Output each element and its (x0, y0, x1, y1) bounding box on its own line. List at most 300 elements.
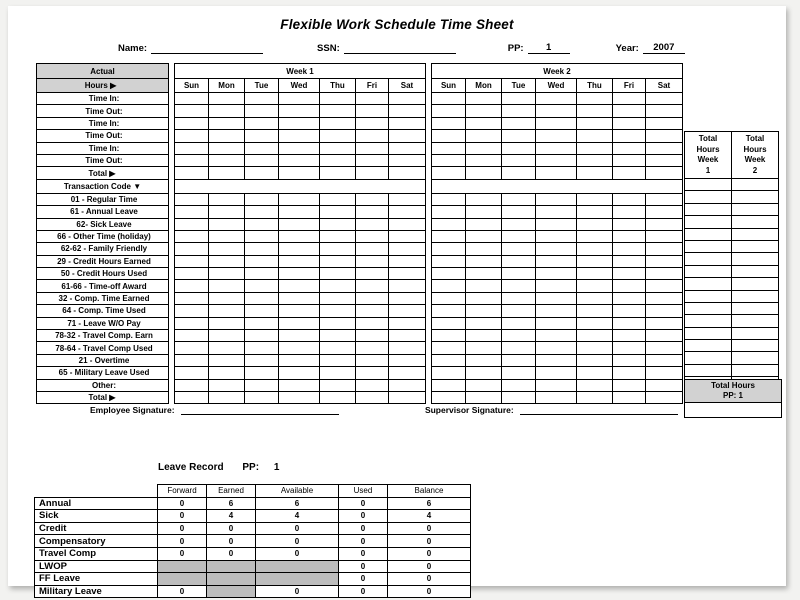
cell-week2-timerow1-fri[interactable] (613, 105, 646, 117)
cell-week2-transaction-total-wed[interactable] (536, 391, 577, 403)
cell-week2-txn5-wed[interactable] (536, 255, 577, 267)
total-hours-week2-value-6[interactable] (732, 253, 779, 265)
total-hours-week2-value-1[interactable] (732, 191, 779, 203)
cell-week2-timerow0-tue[interactable] (502, 93, 536, 105)
cell-week1-txn1-mon[interactable] (209, 206, 245, 218)
total-hours-week2-value-12[interactable] (732, 327, 779, 339)
cell-week1-txn5-fri[interactable] (356, 255, 389, 267)
cell-week2-txn6-thu[interactable] (577, 268, 613, 280)
cell-week1-txn3-mon[interactable] (209, 230, 245, 242)
cell-week1-txn9-fri[interactable] (356, 305, 389, 317)
leave-cell-0-used[interactable]: 0 (339, 497, 388, 510)
cell-week2-txn8-sat[interactable] (646, 292, 683, 304)
cell-week1-txn1-tue[interactable] (245, 206, 279, 218)
cell-week2-timerow0-mon[interactable] (466, 93, 502, 105)
cell-week1-txn9-wed[interactable] (279, 305, 320, 317)
cell-week2-txn10-mon[interactable] (466, 317, 502, 329)
cell-week2-txn2-tue[interactable] (502, 218, 536, 230)
cell-week2-txn7-sat[interactable] (646, 280, 683, 292)
cell-week1-txn15-sun[interactable] (175, 379, 209, 391)
leave-cell-1-used[interactable]: 0 (339, 510, 388, 523)
cell-week2-timerow2-wed[interactable] (536, 117, 577, 129)
cell-week2-txn14-fri[interactable] (613, 367, 646, 379)
cell-week2-txn15-sun[interactable] (432, 379, 466, 391)
name-field[interactable] (118, 42, 263, 54)
cell-week2-txn6-sat[interactable] (646, 268, 683, 280)
cell-week2-timerow5-tue[interactable] (502, 154, 536, 166)
cell-week1-timerow4-wed[interactable] (279, 142, 320, 154)
cell-week2-timerow4-fri[interactable] (613, 142, 646, 154)
cell-week2-txn2-sat[interactable] (646, 218, 683, 230)
cell-week2-txn11-wed[interactable] (536, 330, 577, 342)
cell-week2-txn15-mon[interactable] (466, 379, 502, 391)
cell-week1-txn0-mon[interactable] (209, 193, 245, 205)
cell-week1-timerow3-sat[interactable] (389, 130, 426, 142)
total-hours-week1-value-8[interactable] (685, 278, 732, 290)
total-hours-week2-value-15[interactable] (732, 364, 779, 376)
ssn-field[interactable] (317, 42, 456, 54)
cell-week2-txn4-thu[interactable] (577, 243, 613, 255)
cell-week2-txn9-tue[interactable] (502, 305, 536, 317)
cell-week1-txn8-sun[interactable] (175, 292, 209, 304)
cell-week1-txn13-tue[interactable] (245, 354, 279, 366)
leave-cell-1-available[interactable]: 4 (256, 510, 339, 523)
cell-week1-txn9-mon[interactable] (209, 305, 245, 317)
cell-week1-timerow4-sat[interactable] (389, 142, 426, 154)
cell-week1-txn15-thu[interactable] (320, 379, 356, 391)
cell-week1-txn3-sat[interactable] (389, 230, 426, 242)
cell-week1-timerow1-wed[interactable] (279, 105, 320, 117)
total-hours-week2-value-14[interactable] (732, 352, 779, 364)
cell-week1-timerow2-mon[interactable] (209, 117, 245, 129)
leave-cell-5-used[interactable]: 0 (339, 560, 388, 573)
cell-week1-txn4-thu[interactable] (320, 243, 356, 255)
cell-week1-transaction-total-tue[interactable] (245, 391, 279, 403)
cell-week2-hours-total-fri[interactable] (613, 167, 646, 179)
cell-week1-transaction-total-thu[interactable] (320, 391, 356, 403)
cell-week2-txn12-wed[interactable] (536, 342, 577, 354)
cell-week1-txn11-sun[interactable] (175, 330, 209, 342)
cell-week1-timerow5-wed[interactable] (279, 154, 320, 166)
cell-week1-timerow3-thu[interactable] (320, 130, 356, 142)
cell-week1-txn7-thu[interactable] (320, 280, 356, 292)
cell-week1-timerow0-tue[interactable] (245, 93, 279, 105)
cell-week2-timerow0-wed[interactable] (536, 93, 577, 105)
cell-week1-txn1-thu[interactable] (320, 206, 356, 218)
cell-week2-timerow5-sat[interactable] (646, 154, 683, 166)
cell-week1-txn3-sun[interactable] (175, 230, 209, 242)
cell-week1-txn4-sun[interactable] (175, 243, 209, 255)
cell-week2-txn6-sun[interactable] (432, 268, 466, 280)
cell-week2-timerow0-sun[interactable] (432, 93, 466, 105)
cell-week1-txn2-thu[interactable] (320, 218, 356, 230)
cell-week1-txn1-fri[interactable] (356, 206, 389, 218)
employee-signature-input[interactable] (181, 404, 339, 415)
cell-week1-txn12-sat[interactable] (389, 342, 426, 354)
ssn-input[interactable] (344, 42, 456, 54)
cell-week1-txn15-tue[interactable] (245, 379, 279, 391)
cell-week2-txn0-tue[interactable] (502, 193, 536, 205)
cell-week1-txn6-mon[interactable] (209, 268, 245, 280)
cell-week1-txn14-fri[interactable] (356, 367, 389, 379)
cell-week2-txn5-mon[interactable] (466, 255, 502, 267)
cell-week1-txn5-sun[interactable] (175, 255, 209, 267)
cell-week2-txn13-tue[interactable] (502, 354, 536, 366)
cell-week2-timerow3-tue[interactable] (502, 130, 536, 142)
cell-week1-txn6-wed[interactable] (279, 268, 320, 280)
cell-week2-hours-total-sun[interactable] (432, 167, 466, 179)
cell-week2-txn13-fri[interactable] (613, 354, 646, 366)
cell-week2-timerow4-sat[interactable] (646, 142, 683, 154)
cell-week2-txn11-fri[interactable] (613, 330, 646, 342)
cell-week1-txn10-mon[interactable] (209, 317, 245, 329)
cell-week2-timerow3-fri[interactable] (613, 130, 646, 142)
cell-week2-timerow0-sat[interactable] (646, 93, 683, 105)
cell-week1-txn12-sun[interactable] (175, 342, 209, 354)
cell-week1-timerow2-sat[interactable] (389, 117, 426, 129)
leave-cell-2-used[interactable]: 0 (339, 522, 388, 535)
total-hours-week2-value-9[interactable] (732, 290, 779, 302)
employee-signature-field[interactable] (90, 404, 339, 415)
cell-week1-txn3-fri[interactable] (356, 230, 389, 242)
leave-cell-4-earned[interactable]: 0 (207, 547, 256, 560)
cell-week1-transaction-total-mon[interactable] (209, 391, 245, 403)
cell-week2-timerow5-fri[interactable] (613, 154, 646, 166)
total-hours-week2-value-0[interactable] (732, 179, 779, 191)
cell-week1-timerow2-wed[interactable] (279, 117, 320, 129)
cell-week1-txn11-fri[interactable] (356, 330, 389, 342)
cell-week2-txn9-sat[interactable] (646, 305, 683, 317)
cell-week1-timerow1-tue[interactable] (245, 105, 279, 117)
cell-week2-txn6-tue[interactable] (502, 268, 536, 280)
cell-week2-txn12-sun[interactable] (432, 342, 466, 354)
cell-week2-timerow4-wed[interactable] (536, 142, 577, 154)
cell-week1-txn8-wed[interactable] (279, 292, 320, 304)
cell-week1-txn8-tue[interactable] (245, 292, 279, 304)
cell-week2-txn4-wed[interactable] (536, 243, 577, 255)
cell-week2-txn11-tue[interactable] (502, 330, 536, 342)
cell-week1-txn13-mon[interactable] (209, 354, 245, 366)
cell-week1-txn5-sat[interactable] (389, 255, 426, 267)
leave-cell-4-forward[interactable]: 0 (158, 547, 207, 560)
cell-week1-timerow3-mon[interactable] (209, 130, 245, 142)
cell-week1-txn6-thu[interactable] (320, 268, 356, 280)
cell-week1-txn8-thu[interactable] (320, 292, 356, 304)
cell-week2-timerow3-wed[interactable] (536, 130, 577, 142)
cell-week1-timerow3-wed[interactable] (279, 130, 320, 142)
cell-week2-txn4-mon[interactable] (466, 243, 502, 255)
cell-week2-timerow5-sun[interactable] (432, 154, 466, 166)
cell-week1-txn15-fri[interactable] (356, 379, 389, 391)
cell-week1-txn14-sat[interactable] (389, 367, 426, 379)
cell-week1-timerow2-tue[interactable] (245, 117, 279, 129)
cell-week1-txn9-thu[interactable] (320, 305, 356, 317)
cell-week1-timerow4-mon[interactable] (209, 142, 245, 154)
cell-week2-txn5-tue[interactable] (502, 255, 536, 267)
cell-week1-hours-total-sat[interactable] (389, 167, 426, 179)
cell-week1-txn11-sat[interactable] (389, 330, 426, 342)
cell-week1-txn3-thu[interactable] (320, 230, 356, 242)
cell-week1-timerow5-tue[interactable] (245, 154, 279, 166)
cell-week1-txn12-wed[interactable] (279, 342, 320, 354)
cell-week2-txn5-fri[interactable] (613, 255, 646, 267)
cell-week2-hours-total-wed[interactable] (536, 167, 577, 179)
total-hours-week1-value-3[interactable] (685, 216, 732, 228)
cell-week1-timerow3-fri[interactable] (356, 130, 389, 142)
cell-week2-txn12-thu[interactable] (577, 342, 613, 354)
cell-week1-txn6-sun[interactable] (175, 268, 209, 280)
cell-week1-txn14-mon[interactable] (209, 367, 245, 379)
cell-week2-timerow4-sun[interactable] (432, 142, 466, 154)
cell-week2-hours-total-thu[interactable] (577, 167, 613, 179)
total-hours-week2-value-3[interactable] (732, 216, 779, 228)
cell-week2-timerow0-fri[interactable] (613, 93, 646, 105)
cell-week1-txn15-mon[interactable] (209, 379, 245, 391)
cell-week2-txn14-sun[interactable] (432, 367, 466, 379)
cell-week1-txn13-sun[interactable] (175, 354, 209, 366)
cell-week1-txn10-fri[interactable] (356, 317, 389, 329)
cell-week2-transaction-total-thu[interactable] (577, 391, 613, 403)
cell-week1-txn4-fri[interactable] (356, 243, 389, 255)
cell-week2-txn9-fri[interactable] (613, 305, 646, 317)
cell-week2-txn8-wed[interactable] (536, 292, 577, 304)
cell-week1-hours-total-mon[interactable] (209, 167, 245, 179)
cell-week2-txn14-wed[interactable] (536, 367, 577, 379)
cell-week2-hours-total-mon[interactable] (466, 167, 502, 179)
cell-week2-txn7-mon[interactable] (466, 280, 502, 292)
cell-week1-txn5-tue[interactable] (245, 255, 279, 267)
cell-week2-txn2-wed[interactable] (536, 218, 577, 230)
cell-week2-txn11-sat[interactable] (646, 330, 683, 342)
cell-week1-txn11-thu[interactable] (320, 330, 356, 342)
total-hours-week1-value-15[interactable] (685, 364, 732, 376)
cell-week1-txn3-wed[interactable] (279, 230, 320, 242)
cell-week1-timerow4-tue[interactable] (245, 142, 279, 154)
cell-week1-txn6-tue[interactable] (245, 268, 279, 280)
leave-cell-0-balance[interactable]: 6 (388, 497, 471, 510)
cell-week2-txn10-wed[interactable] (536, 317, 577, 329)
cell-week2-hours-total-sat[interactable] (646, 167, 683, 179)
cell-week1-timerow1-fri[interactable] (356, 105, 389, 117)
cell-week1-timerow0-sat[interactable] (389, 93, 426, 105)
total-hours-week2-value-13[interactable] (732, 340, 779, 352)
leave-cell-4-used[interactable]: 0 (339, 547, 388, 560)
cell-week2-txn1-sat[interactable] (646, 206, 683, 218)
cell-week2-txn11-sun[interactable] (432, 330, 466, 342)
total-hours-week1-value-6[interactable] (685, 253, 732, 265)
cell-week1-txn2-fri[interactable] (356, 218, 389, 230)
cell-week2-txn10-tue[interactable] (502, 317, 536, 329)
cell-week2-txn9-thu[interactable] (577, 305, 613, 317)
total-hours-week1-value-4[interactable] (685, 228, 732, 240)
cell-week2-timerow4-tue[interactable] (502, 142, 536, 154)
cell-week1-txn0-wed[interactable] (279, 193, 320, 205)
cell-week2-txn2-fri[interactable] (613, 218, 646, 230)
cell-week2-timerow1-thu[interactable] (577, 105, 613, 117)
cell-week2-txn2-thu[interactable] (577, 218, 613, 230)
cell-week1-transaction-total-wed[interactable] (279, 391, 320, 403)
cell-week2-txn4-sun[interactable] (432, 243, 466, 255)
cell-week2-txn8-mon[interactable] (466, 292, 502, 304)
leave-cell-2-earned[interactable]: 0 (207, 522, 256, 535)
cell-week2-txn15-wed[interactable] (536, 379, 577, 391)
cell-week2-timerow1-tue[interactable] (502, 105, 536, 117)
total-hours-week1-value-11[interactable] (685, 315, 732, 327)
total-hours-week1-value-2[interactable] (685, 203, 732, 215)
cell-week1-timerow5-sat[interactable] (389, 154, 426, 166)
cell-week2-txn0-thu[interactable] (577, 193, 613, 205)
cell-week2-txn12-tue[interactable] (502, 342, 536, 354)
cell-week1-txn1-wed[interactable] (279, 206, 320, 218)
cell-week1-hours-total-sun[interactable] (175, 167, 209, 179)
total-hours-week2-value-5[interactable] (732, 240, 779, 252)
cell-week2-txn6-wed[interactable] (536, 268, 577, 280)
leave-cell-6-balance[interactable]: 0 (388, 573, 471, 586)
cell-week1-txn10-sat[interactable] (389, 317, 426, 329)
cell-week1-txn6-sat[interactable] (389, 268, 426, 280)
cell-week1-txn12-fri[interactable] (356, 342, 389, 354)
total-hours-week1-value-14[interactable] (685, 352, 732, 364)
cell-week2-txn14-thu[interactable] (577, 367, 613, 379)
total-hours-week1-value-9[interactable] (685, 290, 732, 302)
cell-week2-txn5-sun[interactable] (432, 255, 466, 267)
cell-week1-transaction-total-sat[interactable] (389, 391, 426, 403)
leave-cell-0-forward[interactable]: 0 (158, 497, 207, 510)
cell-week2-txn10-sat[interactable] (646, 317, 683, 329)
cell-week1-timerow5-thu[interactable] (320, 154, 356, 166)
leave-cell-1-earned[interactable]: 4 (207, 510, 256, 523)
cell-week2-txn3-sun[interactable] (432, 230, 466, 242)
year-field[interactable] (616, 42, 685, 54)
cell-week1-timerow0-sun[interactable] (175, 93, 209, 105)
cell-week2-timerow5-wed[interactable] (536, 154, 577, 166)
cell-week1-transaction-total-fri[interactable] (356, 391, 389, 403)
cell-week1-txn11-mon[interactable] (209, 330, 245, 342)
cell-week2-txn7-fri[interactable] (613, 280, 646, 292)
cell-week2-txn5-thu[interactable] (577, 255, 613, 267)
cell-week1-txn13-thu[interactable] (320, 354, 356, 366)
cell-week1-txn12-mon[interactable] (209, 342, 245, 354)
cell-week2-timerow3-sun[interactable] (432, 130, 466, 142)
cell-week2-timerow1-sun[interactable] (432, 105, 466, 117)
cell-week2-txn12-mon[interactable] (466, 342, 502, 354)
cell-week2-txn7-wed[interactable] (536, 280, 577, 292)
leave-cell-7-available[interactable]: 0 (256, 585, 339, 598)
total-hours-week1-value-0[interactable] (685, 179, 732, 191)
cell-week2-timerow4-mon[interactable] (466, 142, 502, 154)
leave-cell-0-available[interactable]: 6 (256, 497, 339, 510)
cell-week2-txn2-mon[interactable] (466, 218, 502, 230)
cell-week2-transaction-total-mon[interactable] (466, 391, 502, 403)
cell-week1-txn15-sat[interactable] (389, 379, 426, 391)
cell-week1-txn1-sun[interactable] (175, 206, 209, 218)
cell-week1-txn9-sat[interactable] (389, 305, 426, 317)
cell-week1-txn8-mon[interactable] (209, 292, 245, 304)
cell-week2-txn10-thu[interactable] (577, 317, 613, 329)
leave-cell-1-balance[interactable]: 4 (388, 510, 471, 523)
cell-week2-txn3-mon[interactable] (466, 230, 502, 242)
cell-week2-timerow5-thu[interactable] (577, 154, 613, 166)
leave-cell-7-used[interactable]: 0 (339, 585, 388, 598)
cell-week2-txn1-thu[interactable] (577, 206, 613, 218)
cell-week2-txn8-sun[interactable] (432, 292, 466, 304)
cell-week1-txn8-fri[interactable] (356, 292, 389, 304)
cell-week2-txn7-sun[interactable] (432, 280, 466, 292)
cell-week1-txn2-tue[interactable] (245, 218, 279, 230)
cell-week2-txn3-thu[interactable] (577, 230, 613, 242)
leave-cell-2-balance[interactable]: 0 (388, 522, 471, 535)
cell-week2-txn15-sat[interactable] (646, 379, 683, 391)
cell-week2-timerow1-sat[interactable] (646, 105, 683, 117)
cell-week1-txn8-sat[interactable] (389, 292, 426, 304)
cell-week2-txn6-fri[interactable] (613, 268, 646, 280)
cell-week2-txn15-fri[interactable] (613, 379, 646, 391)
cell-week1-txn4-sat[interactable] (389, 243, 426, 255)
cell-week1-hours-total-wed[interactable] (279, 167, 320, 179)
pay-period-field[interactable] (508, 42, 570, 54)
cell-week1-txn7-tue[interactable] (245, 280, 279, 292)
cell-week1-txn9-tue[interactable] (245, 305, 279, 317)
cell-week2-txn10-sun[interactable] (432, 317, 466, 329)
cell-week1-txn12-tue[interactable] (245, 342, 279, 354)
cell-week1-hours-total-thu[interactable] (320, 167, 356, 179)
total-hours-week2-value-11[interactable] (732, 315, 779, 327)
cell-week2-txn13-thu[interactable] (577, 354, 613, 366)
cell-week2-timerow2-sun[interactable] (432, 117, 466, 129)
supervisor-signature-input[interactable] (520, 404, 678, 415)
cell-week2-txn0-sun[interactable] (432, 193, 466, 205)
cell-week1-timerow2-sun[interactable] (175, 117, 209, 129)
cell-week2-txn4-sat[interactable] (646, 243, 683, 255)
cell-week1-txn3-tue[interactable] (245, 230, 279, 242)
cell-week1-timerow0-wed[interactable] (279, 93, 320, 105)
total-hours-week2-value-7[interactable] (732, 265, 779, 277)
cell-week2-txn9-wed[interactable] (536, 305, 577, 317)
cell-week1-timerow4-fri[interactable] (356, 142, 389, 154)
cell-week2-txn3-wed[interactable] (536, 230, 577, 242)
total-hours-week1-value-5[interactable] (685, 240, 732, 252)
cell-week1-txn10-wed[interactable] (279, 317, 320, 329)
total-hours-week1-value-1[interactable] (685, 191, 732, 203)
cell-week1-txn4-tue[interactable] (245, 243, 279, 255)
leave-cell-5-balance[interactable]: 0 (388, 560, 471, 573)
leave-cell-7-balance[interactable]: 0 (388, 585, 471, 598)
cell-week2-txn14-tue[interactable] (502, 367, 536, 379)
cell-week2-txn9-sun[interactable] (432, 305, 466, 317)
cell-week2-txn3-tue[interactable] (502, 230, 536, 242)
cell-week1-hours-total-fri[interactable] (356, 167, 389, 179)
cell-week1-txn4-wed[interactable] (279, 243, 320, 255)
year-input[interactable]: 2007 (643, 42, 685, 54)
cell-week2-txn13-sun[interactable] (432, 354, 466, 366)
leave-cell-7-forward[interactable]: 0 (158, 585, 207, 598)
cell-week2-txn2-sun[interactable] (432, 218, 466, 230)
leave-cell-0-earned[interactable]: 6 (207, 497, 256, 510)
cell-week2-txn14-sat[interactable] (646, 367, 683, 379)
cell-week1-timerow3-tue[interactable] (245, 130, 279, 142)
total-hours-week2-value-8[interactable] (732, 278, 779, 290)
cell-week2-timerow2-mon[interactable] (466, 117, 502, 129)
cell-week1-txn7-sun[interactable] (175, 280, 209, 292)
cell-week2-txn13-mon[interactable] (466, 354, 502, 366)
cell-week1-timerow2-thu[interactable] (320, 117, 356, 129)
cell-week1-txn6-fri[interactable] (356, 268, 389, 280)
cell-week1-timerow5-mon[interactable] (209, 154, 245, 166)
cell-week1-hours-total-tue[interactable] (245, 167, 279, 179)
cell-week1-txn7-wed[interactable] (279, 280, 320, 292)
total-hours-week1-value-13[interactable] (685, 340, 732, 352)
cell-week1-txn10-tue[interactable] (245, 317, 279, 329)
